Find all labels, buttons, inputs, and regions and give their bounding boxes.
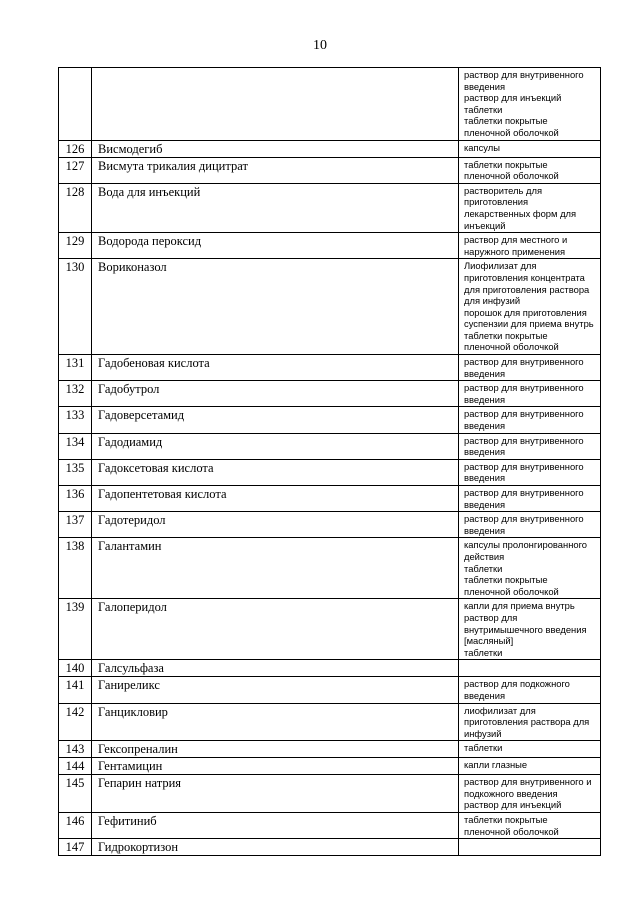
table-row [59,599,601,660]
dosage-form-line: таблетки [464,562,503,574]
row-number: 138 [59,538,92,599]
row-number: 137 [59,512,92,538]
dosage-form-line: введения [464,367,506,379]
dosage-forms [459,381,601,407]
table-row [59,839,601,856]
drug-name: Гадобеновая кислота [92,355,459,381]
drug-name: Гексопреналин [92,741,459,758]
dosage-form-line: таблетки покрытые [464,574,548,586]
drug-name: Гадоверсетамид [92,407,459,433]
table-row [59,512,601,538]
dosage-form-line: введения [464,689,506,701]
dosage-form-line: таблетки [464,103,503,115]
dosage-forms [459,140,601,157]
row-number: 146 [59,813,92,839]
row-number: 126 [59,140,92,157]
row-number: 132 [59,381,92,407]
table-row [59,459,601,485]
row-number: 139 [59,599,92,660]
table-row [59,407,601,433]
dosage-form-line: раствор для инъекций [464,799,562,811]
drug-name: Гадобутрол [92,381,459,407]
dosage-form-line: пленочной оболочкой [464,126,559,138]
drug-name: Гефитиниб [92,813,459,839]
dosage-forms [459,839,601,856]
dosage-form-line: раствор для внутривенного и [464,776,592,788]
drug-name: Висмодегиб [92,140,459,157]
dosage-form-line: капли глазные [464,759,528,771]
dosage-forms [459,355,601,381]
row-number: 147 [59,839,92,856]
row-number: 143 [59,741,92,758]
row-number: 142 [59,703,92,741]
table-row [59,381,601,407]
dosage-forms [459,512,601,538]
drug-name: Гепарин натрия [92,775,459,813]
dosage-forms [459,233,601,259]
dosage-forms [459,407,601,433]
dosage-form-line: капсулы [464,141,500,153]
dosage-form-line: пленочной оболочкой [464,170,559,182]
dosage-form-line: капсулы пролонгированного [464,539,588,551]
drug-name: Гентамицин [92,758,459,775]
dosage-form-line: раствор для внутривенного [464,434,584,446]
dosage-form-line: лекарственных форм для [464,207,577,219]
dosage-form-line: наружного применения [464,245,566,257]
dosage-form-line: раствор для внутривенного [464,356,584,368]
drug-name: Гадотеридол [92,512,459,538]
drug-name: Ганиреликс [92,677,459,703]
row-number: 130 [59,259,92,355]
table-row [59,677,601,703]
dosage-forms [459,183,601,232]
drug-name: Галоперидол [92,599,459,660]
page-number: 10 [313,38,327,53]
drug-table [58,67,601,856]
dosage-forms [459,459,601,485]
table-row [59,233,601,259]
dosage-form-line: инфузий [464,727,502,739]
table-row [59,538,601,599]
dosage-form-line: введения [464,446,506,458]
table-row [59,140,601,157]
dosage-form-line: раствор для инъекций [464,92,562,104]
dosage-form-line: раствор для внутривенного [464,460,584,472]
dosage-form-line: раствор для подкожного [464,678,570,690]
drug-name: Галсульфаза [92,660,459,677]
dosage-form-line: таблетки покрытые [464,115,548,127]
dosage-form-line: введения [464,420,506,432]
row-number: 140 [59,660,92,677]
drug-name [92,68,459,141]
dosage-forms [459,813,601,839]
dosage-form-line: приготовления концентрата [464,271,585,283]
table-row [59,703,601,741]
drug-name: Гидрокортизон [92,839,459,856]
dosage-forms [459,741,601,758]
dosage-form-line: действия [464,550,505,562]
dosage-form-line: пленочной оболочкой [464,825,559,837]
dosage-form-line: раствор для внутривенного [464,487,584,498]
dosage-form-line: введения [464,498,506,510]
dosage-form-line: приготовления раствора для [464,716,590,728]
row-number: 129 [59,233,92,259]
dosage-form-line: для инфузий [464,295,521,307]
dosage-form-line: пленочной оболочкой [464,341,559,353]
dosage-form-line: раствор для [464,611,518,623]
dosage-forms [459,538,601,599]
dosage-form-line: инъекций [464,219,506,231]
dosage-form-line: раствор для местного и [464,234,568,246]
dosage-forms [459,758,601,775]
drug-name: Гадодиамид [92,433,459,459]
dosage-form-line: пленочной оболочкой [464,585,559,597]
table-row [59,68,601,141]
dosage-forms [459,599,601,660]
table-row [59,183,601,232]
dosage-form-line: таблетки покрытые [464,329,548,341]
dosage-forms [459,677,601,703]
dosage-form-line: лиофилизат для [464,704,536,716]
table-row [59,660,601,677]
dosage-form-line: приготовления [464,196,529,208]
drug-name: Гадопентетовая кислота [92,486,459,512]
dosage-forms [459,157,601,183]
row-number: 136 [59,486,92,512]
dosage-form-line: введения [464,393,506,405]
dosage-form-line: таблетки [464,646,503,658]
dosage-forms [459,660,601,677]
dosage-form-line: таблетки покрытые [464,814,548,826]
row-number: 134 [59,433,92,459]
drug-name: Водорода пероксид [92,233,459,259]
dosage-form-line: таблетки покрытые [464,158,548,170]
table-row [59,259,601,355]
table-row [59,775,601,813]
drug-name: Гадоксетовая кислота [92,459,459,485]
table-row [59,741,601,758]
dosage-form-line: порошок для приготовления [464,306,587,318]
row-number: 141 [59,677,92,703]
table-row [59,758,601,775]
drug-name: Ганцикловир [92,703,459,741]
table-row [59,157,601,183]
dosage-form-line: раствор для внутривенного [464,69,584,80]
row-number [59,68,92,141]
dosage-forms [459,259,601,355]
dosage-forms [459,68,601,141]
dosage-forms [459,703,601,741]
table-row [59,486,601,512]
dosage-form-line: внутримышечного введения [464,623,587,635]
dosage-form-line: раствор для внутривенного [464,382,584,394]
drug-table-body [59,68,601,856]
dosage-form-line: растворитель для [464,184,543,196]
dosage-form-line: Лиофилизат для [464,260,537,272]
row-number: 128 [59,183,92,232]
dosage-form-line: капли для приема внутрь [464,600,575,612]
dosage-forms [459,433,601,459]
dosage-form-line: раствор для внутривенного [464,408,584,420]
dosage-form-line: для приготовления раствора [464,283,590,295]
row-number: 135 [59,459,92,485]
table-row [59,355,601,381]
row-number: 131 [59,355,92,381]
drug-name: Вориконазол [92,259,459,355]
dosage-forms [459,775,601,813]
dosage-form-line: [масляный] [464,635,514,647]
row-number: 144 [59,758,92,775]
row-number: 127 [59,157,92,183]
row-number: 145 [59,775,92,813]
row-number: 133 [59,407,92,433]
dosage-form-line: введения [464,472,506,484]
table-row [59,813,601,839]
dosage-form-line: введения [464,524,506,536]
table-row [59,433,601,459]
dosage-forms [459,486,601,512]
drug-name: Галантамин [92,538,459,599]
dosage-form-line: суспензии для приема внутрь [464,318,594,330]
dosage-form-line: подкожного введения [464,787,558,799]
dosage-form-line: таблетки [464,742,503,754]
drug-name: Вода для инъекций [92,183,459,232]
dosage-form-line: введения [464,80,506,92]
dosage-form-line: раствор для внутривенного [464,513,584,525]
drug-name: Висмута трикалия дицитрат [92,157,459,183]
